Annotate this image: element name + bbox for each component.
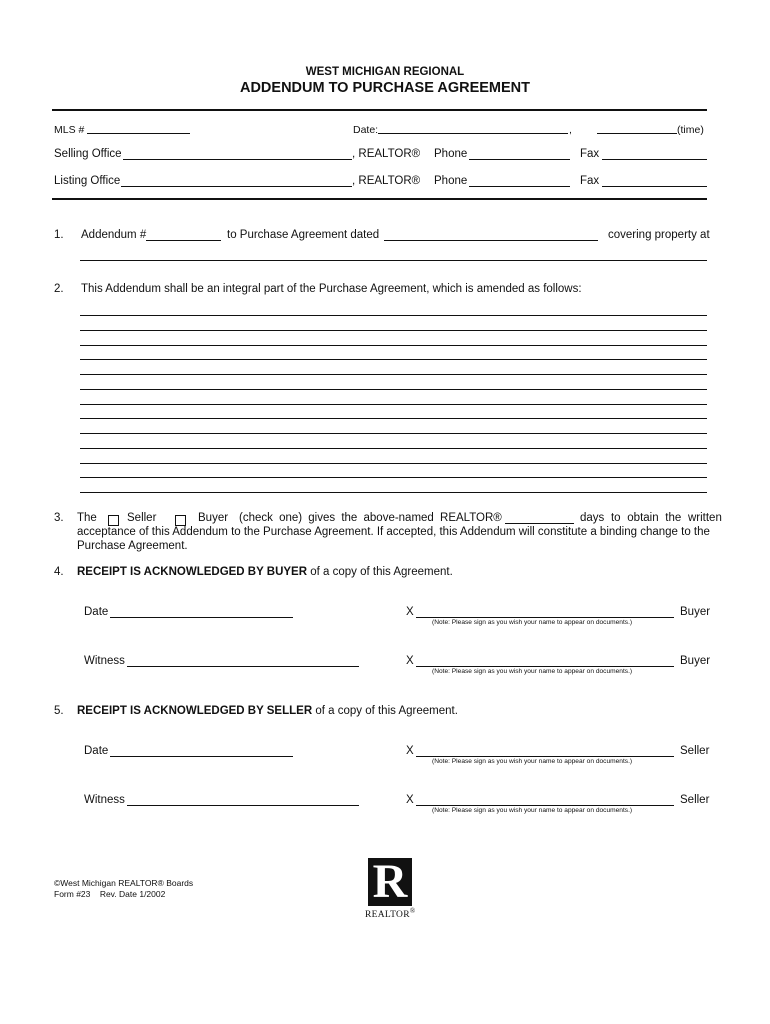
section4-rest: of a copy of this Agreement. <box>307 566 453 578</box>
buyer-date-label: Date <box>84 606 109 618</box>
mls-label: MLS # <box>54 124 85 136</box>
seller2-signature-field[interactable] <box>416 805 674 806</box>
selling-realtor-label: , REALTOR® <box>352 148 421 160</box>
listing-realtor-label: , REALTOR® <box>352 175 421 187</box>
realtor-logo-caption <box>365 907 415 920</box>
realtor-logo-block <box>368 855 412 908</box>
seller-witness-field[interactable] <box>127 805 359 806</box>
seller1-x-mark: X <box>406 745 414 757</box>
listing-phone-field[interactable] <box>469 186 570 187</box>
seller1-signature-field[interactable] <box>416 756 674 757</box>
covering-property-label: covering property at <box>608 229 710 241</box>
amendment-line[interactable] <box>80 463 707 464</box>
seller2-x-mark: X <box>406 794 414 806</box>
amendment-line[interactable] <box>80 477 707 478</box>
amendment-line[interactable] <box>80 315 707 316</box>
days-field[interactable] <box>505 523 574 524</box>
pa-date-field[interactable] <box>384 240 598 241</box>
amendment-line[interactable] <box>80 418 707 419</box>
section5-text <box>77 705 458 717</box>
section2-text: This Addendum shall be an integral part of the Purchase Agreement, which is amended as follows: <box>81 283 582 295</box>
amendment-line[interactable] <box>80 359 707 360</box>
selling-office-label: Selling Office <box>54 148 122 160</box>
listing-office-field[interactable] <box>121 186 352 187</box>
buyer-witness-label: Witness <box>84 655 125 667</box>
section1-number: 1. <box>54 229 64 241</box>
date-comma: , <box>569 124 572 136</box>
header-bottom-divider <box>52 198 707 200</box>
amendment-line[interactable] <box>80 433 707 434</box>
form-revision-text: Form #23 Rev. Date 1/2002 <box>54 889 166 899</box>
seller-date-field[interactable] <box>110 756 293 757</box>
buyer1-x-mark: X <box>406 606 414 618</box>
addendum-number-label: Addendum # <box>81 229 147 241</box>
time-label: (time) <box>677 124 704 136</box>
seller-date-label: Date <box>84 745 109 757</box>
amendment-line[interactable] <box>80 345 707 346</box>
amendment-line[interactable] <box>80 330 707 331</box>
mls-field[interactable] <box>87 133 190 134</box>
seller1-note: (Note: Please sign as you wish your name to appear on documents.) <box>432 758 633 765</box>
buyer1-label: Buyer <box>680 606 711 618</box>
listing-phone-label: Phone <box>434 175 468 187</box>
section4-number: 4. <box>54 566 64 578</box>
selling-fax-field[interactable] <box>602 159 707 160</box>
realtor-caption-text: REALTOR <box>365 910 410 921</box>
listing-office-label: Listing Office <box>54 175 121 187</box>
amendment-line[interactable] <box>80 389 707 390</box>
amendment-line[interactable] <box>80 492 707 493</box>
buyer2-x-mark: X <box>406 655 414 667</box>
buyer1-note: (Note: Please sign as you wish your name to appear on documents.) <box>432 619 633 626</box>
section5-number: 5. <box>54 705 64 717</box>
listing-fax-label: Fax <box>580 175 600 187</box>
realtor-caption-reg: ® <box>409 907 416 915</box>
section5-rest: of a copy of this Agreement. <box>312 705 458 717</box>
buyer2-signature-field[interactable] <box>416 666 674 667</box>
amendment-line[interactable] <box>80 448 707 449</box>
pa-dated-label: to Purchase Agreement dated <box>227 229 380 241</box>
buyer1-signature-field[interactable] <box>416 617 674 618</box>
date-label: Date: <box>353 124 379 136</box>
property-address-field[interactable] <box>80 260 707 261</box>
selling-fax-label: Fax <box>580 148 600 160</box>
listing-fax-field[interactable] <box>602 186 707 187</box>
buyer2-note: (Note: Please sign as you wish your name to appear on documents.) <box>432 668 633 675</box>
date-field[interactable] <box>378 133 568 134</box>
seller2-label: Seller <box>680 794 710 806</box>
section3-line3: Purchase Agreement. <box>77 540 188 552</box>
realtor-logo <box>365 855 416 921</box>
region-heading: WEST MICHIGAN REGIONAL <box>305 66 465 78</box>
seller-witness-label: Witness <box>84 794 125 806</box>
realtor-logo-letter: R <box>372 855 408 908</box>
section2-number: 2. <box>54 283 64 295</box>
time-field[interactable] <box>597 133 677 134</box>
form-title: ADDENDUM TO PURCHASE AGREEMENT <box>239 80 530 96</box>
selling-phone-field[interactable] <box>469 159 570 160</box>
amendment-line[interactable] <box>80 374 707 375</box>
selling-phone-label: Phone <box>434 148 468 160</box>
section5-bold: RECEIPT IS ACKNOWLEDGED BY SELLER <box>77 705 313 717</box>
seller-option-label: Seller <box>127 512 157 524</box>
section3-line1: (check one) gives the above-named REALTOR® <box>239 512 502 524</box>
selling-office-field[interactable] <box>123 159 352 160</box>
section4-bold: RECEIPT IS ACKNOWLEDGED BY BUYER <box>77 566 308 578</box>
copyright-text: ©West Michigan REALTOR® Boards <box>54 878 194 888</box>
section3-number: 3. <box>54 512 64 524</box>
buyer-date-field[interactable] <box>110 617 293 618</box>
seller2-note: (Note: Please sign as you wish your name to appear on documents.) <box>432 807 633 814</box>
seller1-label: Seller <box>680 745 710 757</box>
amendment-line[interactable] <box>80 404 707 405</box>
section3-line2: acceptance of this Addendum to the Purchase Agreement. If accepted, this Addendum will constitute a binding change to the <box>77 526 710 538</box>
buyer-witness-field[interactable] <box>127 666 359 667</box>
buyer-option-label: Buyer <box>198 512 229 524</box>
addendum-number-field[interactable] <box>146 240 221 241</box>
buyer2-label: Buyer <box>680 655 711 667</box>
section3-days-text: days to obtain the written <box>580 512 722 524</box>
section3-the: The <box>77 512 97 524</box>
section4-text <box>77 566 453 578</box>
top-divider <box>52 109 707 111</box>
